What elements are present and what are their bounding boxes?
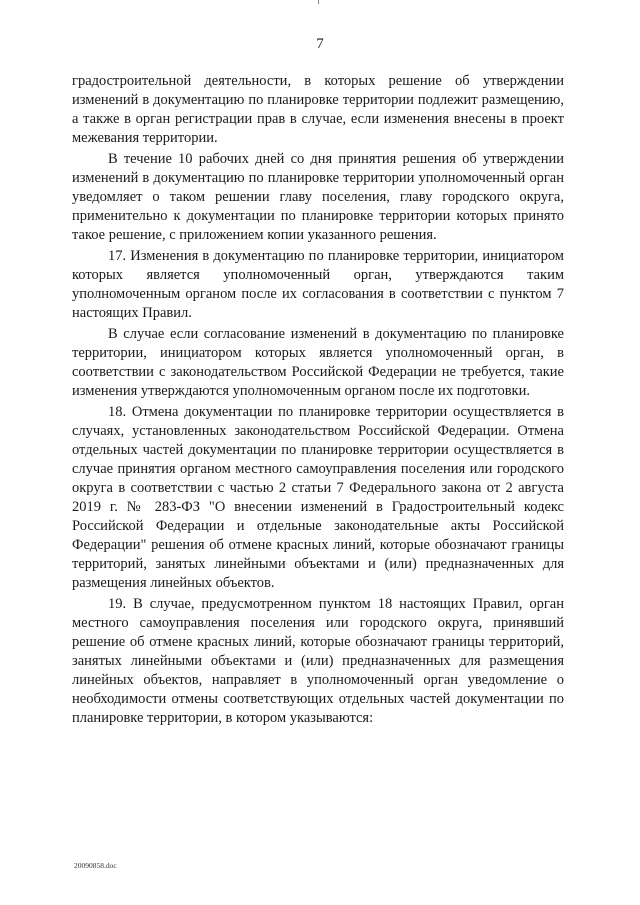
paragraph-item-17-exception: В случае если согласование изменений в документацию по планировке территории, инициатором которых является уполномоченный орган, в соответствии с законодательством Российской Федерации не требуется, такие изменения утверждаются уполномоченным органом после их подготовки. [72,326,564,399]
page-number: 7 [316,36,324,52]
paragraph-continuation: градостроительной деятельности, в которых решение об утверждении изменений в документацию по планировке территории подлежит размещению, а также в орган регистрации прав в случае, если изменения внесены в проект межевания территории. [72,73,564,146]
document-file-code: 20090858.doc [74,861,117,870]
paragraph-item-19: 19. В случае, предусмотренном пунктом 18 настоящих Правил, орган местного самоуправления поселения или городского округа, принявший решение об отмене красных линий, которые обозначают границы территорий, занятых линейными объектами и (или) предназначенных для размещения линейных объектов, направляет в уполномоченный орган уведомление о необходимости отмены соответствующих отдельных частей документации по планировке территории, в котором указываются: [72,596,564,726]
scan-artifact-mark [318,0,319,4]
paragraph-item-18: 18. Отмена документации по планировке территории осуществляется в случаях, установленных законодательством Российской Федерации. Отмена отдельных частей документации по планировке территории осуществляется в случае принятия органом местного самоуправления поселения или городского округа в соответствии с частью 2 статьи 7 Федерального закона от 2 августа 2019 г. № 283-ФЗ "О внесении изменений в Градостроительный кодекс Российской Федерации и отдельные законодательные акты Российской Федерации" решения об отмене красных линий, которые обозначают границы территорий, занятых линейными объектами и (или) предназначенных для размещения линейных объектов. [72,404,564,591]
paragraph-notification-deadline: В течение 10 рабочих дней со дня принятия решения об утверждении изменений в документацию по планировке территории уполномоченный орган уведомляет о таком решении главу поселения, главу городского округа, применительно к документации по планировке территории которых принято такое решение, с приложением копии указанного решения. [72,151,564,243]
paragraph-item-17: 17. Изменения в документацию по планировке территории, инициатором которых является уполномоченный орган, утверждаются таким уполномоченным органом после их согласования в соответствии с пунктом 7 настоящих Правил. [72,248,564,321]
document-body [72,72,564,728]
